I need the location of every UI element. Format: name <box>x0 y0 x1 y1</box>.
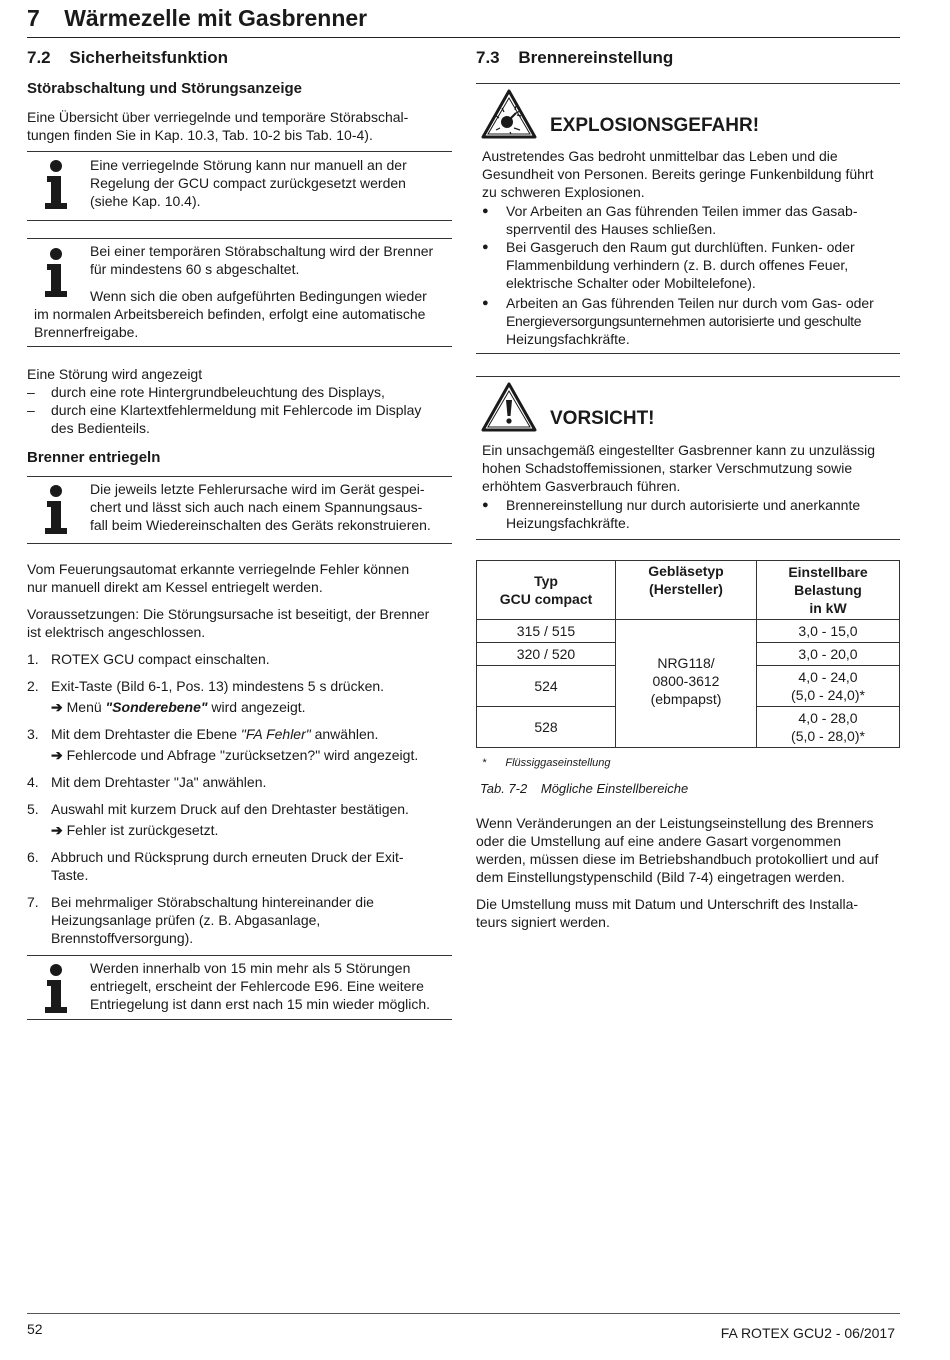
chapter-heading <box>27 4 367 32</box>
table-cell: 3,0 - 20,0 <box>757 643 900 666</box>
table-cell: 4,0 - 24,0 (5,0 - 24,0)* <box>757 666 900 707</box>
warning-2-text: Ein unsachgemäß eingestellter Gasbrenner kann zu unzulässig hohen Schadstoffemissionen, starker Verschmutzung sowie erhöhtem Gasverbrauch führen. <box>482 442 876 494</box>
table-cell: 3,0 - 15,0 <box>757 620 900 643</box>
chapter-title: Wärmezelle mit Gasbrenner <box>64 5 368 31</box>
list-item: ● Arbeiten an Gas führenden Teilen nur durch vom Gas- oder Energieversorgungsunternehmen autorisierte und geschulte Heizungsfachkräfte. <box>482 295 874 347</box>
warning-rule-top <box>476 83 900 84</box>
fault-shown-text: Eine Störung wird angezeigt <box>27 366 203 382</box>
list-item: – durch eine Klartextfehlermeldung mit Fehlercode im Display des Bedienteils. <box>27 402 422 436</box>
note-2-text-b: Wenn sich die oben aufgeführten Bedingungen wieder im normalen Arbeitsbereich befinden, erfolgt eine automatische Brennerfreigabe. <box>34 288 427 340</box>
list-item: ● Brennereinstellung nur durch autorisierte und anerkannte Heizungsfachkräfte. <box>482 497 861 531</box>
note-rule-bottom <box>27 346 452 347</box>
note-3-text: Die jeweils letzte Fehlerursache wird im Gerät gespei- chert und lässt sich auch nach einem Spannungsaus- fall beim Wiedereinschalten des Geräts rekonstruieren. <box>90 481 431 533</box>
warning-title-caution: VORSICHT! <box>550 408 655 429</box>
table-caption: Tab. 7-2 Mögliche Einstellbereiche <box>480 781 689 796</box>
section-heading-7-2 <box>27 47 228 69</box>
note-rule-bottom <box>27 1019 452 1020</box>
info-icon <box>40 964 72 1014</box>
paragraph: Die Umstellung muss mit Datum und Unterschrift des Installa- teurs signiert werden. <box>476 896 859 930</box>
arrow-right-icon: ➔ <box>51 822 63 838</box>
paragraph: Vom Feuerungsautomat erkannte verriegelnde Fehler können nur manuell direkt am Kessel entriegelt werden. <box>27 561 410 595</box>
step-7: 7. Bei mehrmaliger Störabschaltung hintereinander die Heizungsanlage prüfen (z. B. Abgasanlage, Brennstoffversorgung). <box>27 894 374 946</box>
note-2-text-a: Bei einer temporären Störabschaltung wird der Brenner für mindestens 60 s abgeschaltet. <box>90 243 434 277</box>
table-header-cell: Gebläsetyp (Hersteller) <box>616 561 757 620</box>
table-cell: 524 <box>477 666 616 707</box>
warning-rule-top <box>476 376 900 377</box>
warning-title-explosion: EXPLOSIONSGEFAHR! <box>550 115 760 136</box>
info-icon <box>40 485 72 535</box>
chapter-number: 7 <box>27 5 40 31</box>
step-4: 4. Mit dem Drehtaster "Ja" anwählen. <box>27 774 267 790</box>
table-header-cell: Einstellbare Belastung in kW <box>757 561 900 620</box>
explosion-warning-icon <box>480 88 538 140</box>
list-item: – durch eine rote Hintergrundbeleuchtung des Displays, <box>27 384 385 400</box>
arrow-right-icon: ➔ <box>51 699 63 715</box>
note-rule-top <box>27 955 452 956</box>
list-item: ● Vor Arbeiten an Gas führenden Teilen immer das Gasab- sperrventil des Hauses schließen. <box>482 203 858 237</box>
section-heading-7-3 <box>476 47 673 69</box>
warning-rule-bottom <box>476 353 900 354</box>
footer-rule <box>27 1313 900 1314</box>
arrow-right-icon: ➔ <box>51 747 63 763</box>
note-rule-bottom <box>27 543 452 544</box>
step-6: 6. Abbruch und Rücksprung durch erneuten Druck der Exit- Taste. <box>27 849 404 883</box>
warning-1-text: Austretendes Gas bedroht unmittelbar das Leben und die Gesundheit von Personen. Bereits geringe Funkenbildung führt zu schweren Explosionen. <box>482 148 874 200</box>
note-rule-top <box>27 151 452 152</box>
document-reference: FA ROTEX GCU2 - 06/2017 <box>720 1325 895 1341</box>
step-5-result: ➔ Fehler ist zurückgesetzt. <box>51 822 219 838</box>
paragraph: Wenn Veränderungen an der Leistungseinstellung des Brenners oder die Umstellung auf eine andere Gasart vorgenommen werden, müssen diese im Betriebshandbuch protokolliert und auf dem Einstellungstypenschild (Bild 7-4) eingetragen werden. <box>476 815 879 885</box>
table-footnote: * Flüssiggaseinstellung <box>482 757 611 769</box>
info-icon <box>40 160 72 210</box>
intro-paragraph: Eine Übersicht über verriegelnde und temporäre Störabschal- tungen finden Sie in Kap. 10.3, Tab. 10-2 bis Tab. 10-4). <box>27 109 409 143</box>
step-3: 3. Mit dem Drehtaster die Ebene "FA Fehler" anwählen. <box>27 726 379 742</box>
note-rule-top <box>27 238 452 239</box>
table-cell: 4,0 - 28,0 (5,0 - 28,0)* <box>757 707 900 748</box>
table-row <box>477 620 900 643</box>
list-item: ● Bei Gasgeruch den Raum gut durchlüften. Funken- oder Flammenbildung verhindern (z. B. durch offenes Feuer, elektrische Schalter oder Mobiltelefone). <box>482 239 855 291</box>
page-number: 52 <box>27 1321 43 1337</box>
note-4-text: Werden innerhalb von 15 min mehr als 5 Störungen entriegelt, erscheint der Fehlercode E96. Eine weitere Entriegelung ist dann erst nach 15 min wieder möglich. <box>90 960 431 1012</box>
caution-warning-icon <box>480 381 538 433</box>
note-rule-top <box>27 476 452 477</box>
section-number: 7.3 <box>476 48 500 67</box>
settings-table <box>476 560 900 748</box>
table-cell-fan: NRG118/ 0800-3612 (ebmpapst) <box>616 620 757 748</box>
note-rule-bottom <box>27 220 452 221</box>
table-cell: 315 / 515 <box>477 620 616 643</box>
paragraph: Voraussetzungen: Die Störungsursache ist beseitigt, der Brenner ist elektrisch angeschlossen. <box>27 606 430 640</box>
header-rule <box>27 37 900 38</box>
table-header-cell: Typ GCU compact <box>477 561 616 620</box>
table-cell: 528 <box>477 707 616 748</box>
step-3-result: ➔ Fehlercode und Abfrage "zurücksetzen?" wird angezeigt. <box>51 747 419 763</box>
section-title: Brennereinstellung <box>518 48 674 67</box>
step-2: 2. Exit-Taste (Bild 6-1, Pos. 13) mindestens 5 s drücken. <box>27 678 385 694</box>
table-cell: 320 / 520 <box>477 643 616 666</box>
table-header-row <box>477 561 900 620</box>
subheading-brenner-entriegeln: Brenner entriegeln <box>27 449 161 466</box>
subheading-stoerabschaltung: Störabschaltung und Störungsanzeige <box>27 80 303 97</box>
warning-rule-bottom <box>476 539 900 540</box>
step-2-result: ➔ Menü "Sonderebene" wird angezeigt. <box>51 699 306 715</box>
step-5: 5. Auswahl mit kurzem Druck auf den Drehtaster bestätigen. <box>27 801 409 817</box>
note-1-text: Eine verriegelnde Störung kann nur manuell an der Regelung der GCU compact zurückgesetzt werden (siehe Kap. 10.4). <box>90 157 407 209</box>
section-title: Sicherheitsfunktion <box>69 48 229 67</box>
step-1: 1. ROTEX GCU compact einschalten. <box>27 651 270 667</box>
section-number: 7.2 <box>27 48 51 67</box>
